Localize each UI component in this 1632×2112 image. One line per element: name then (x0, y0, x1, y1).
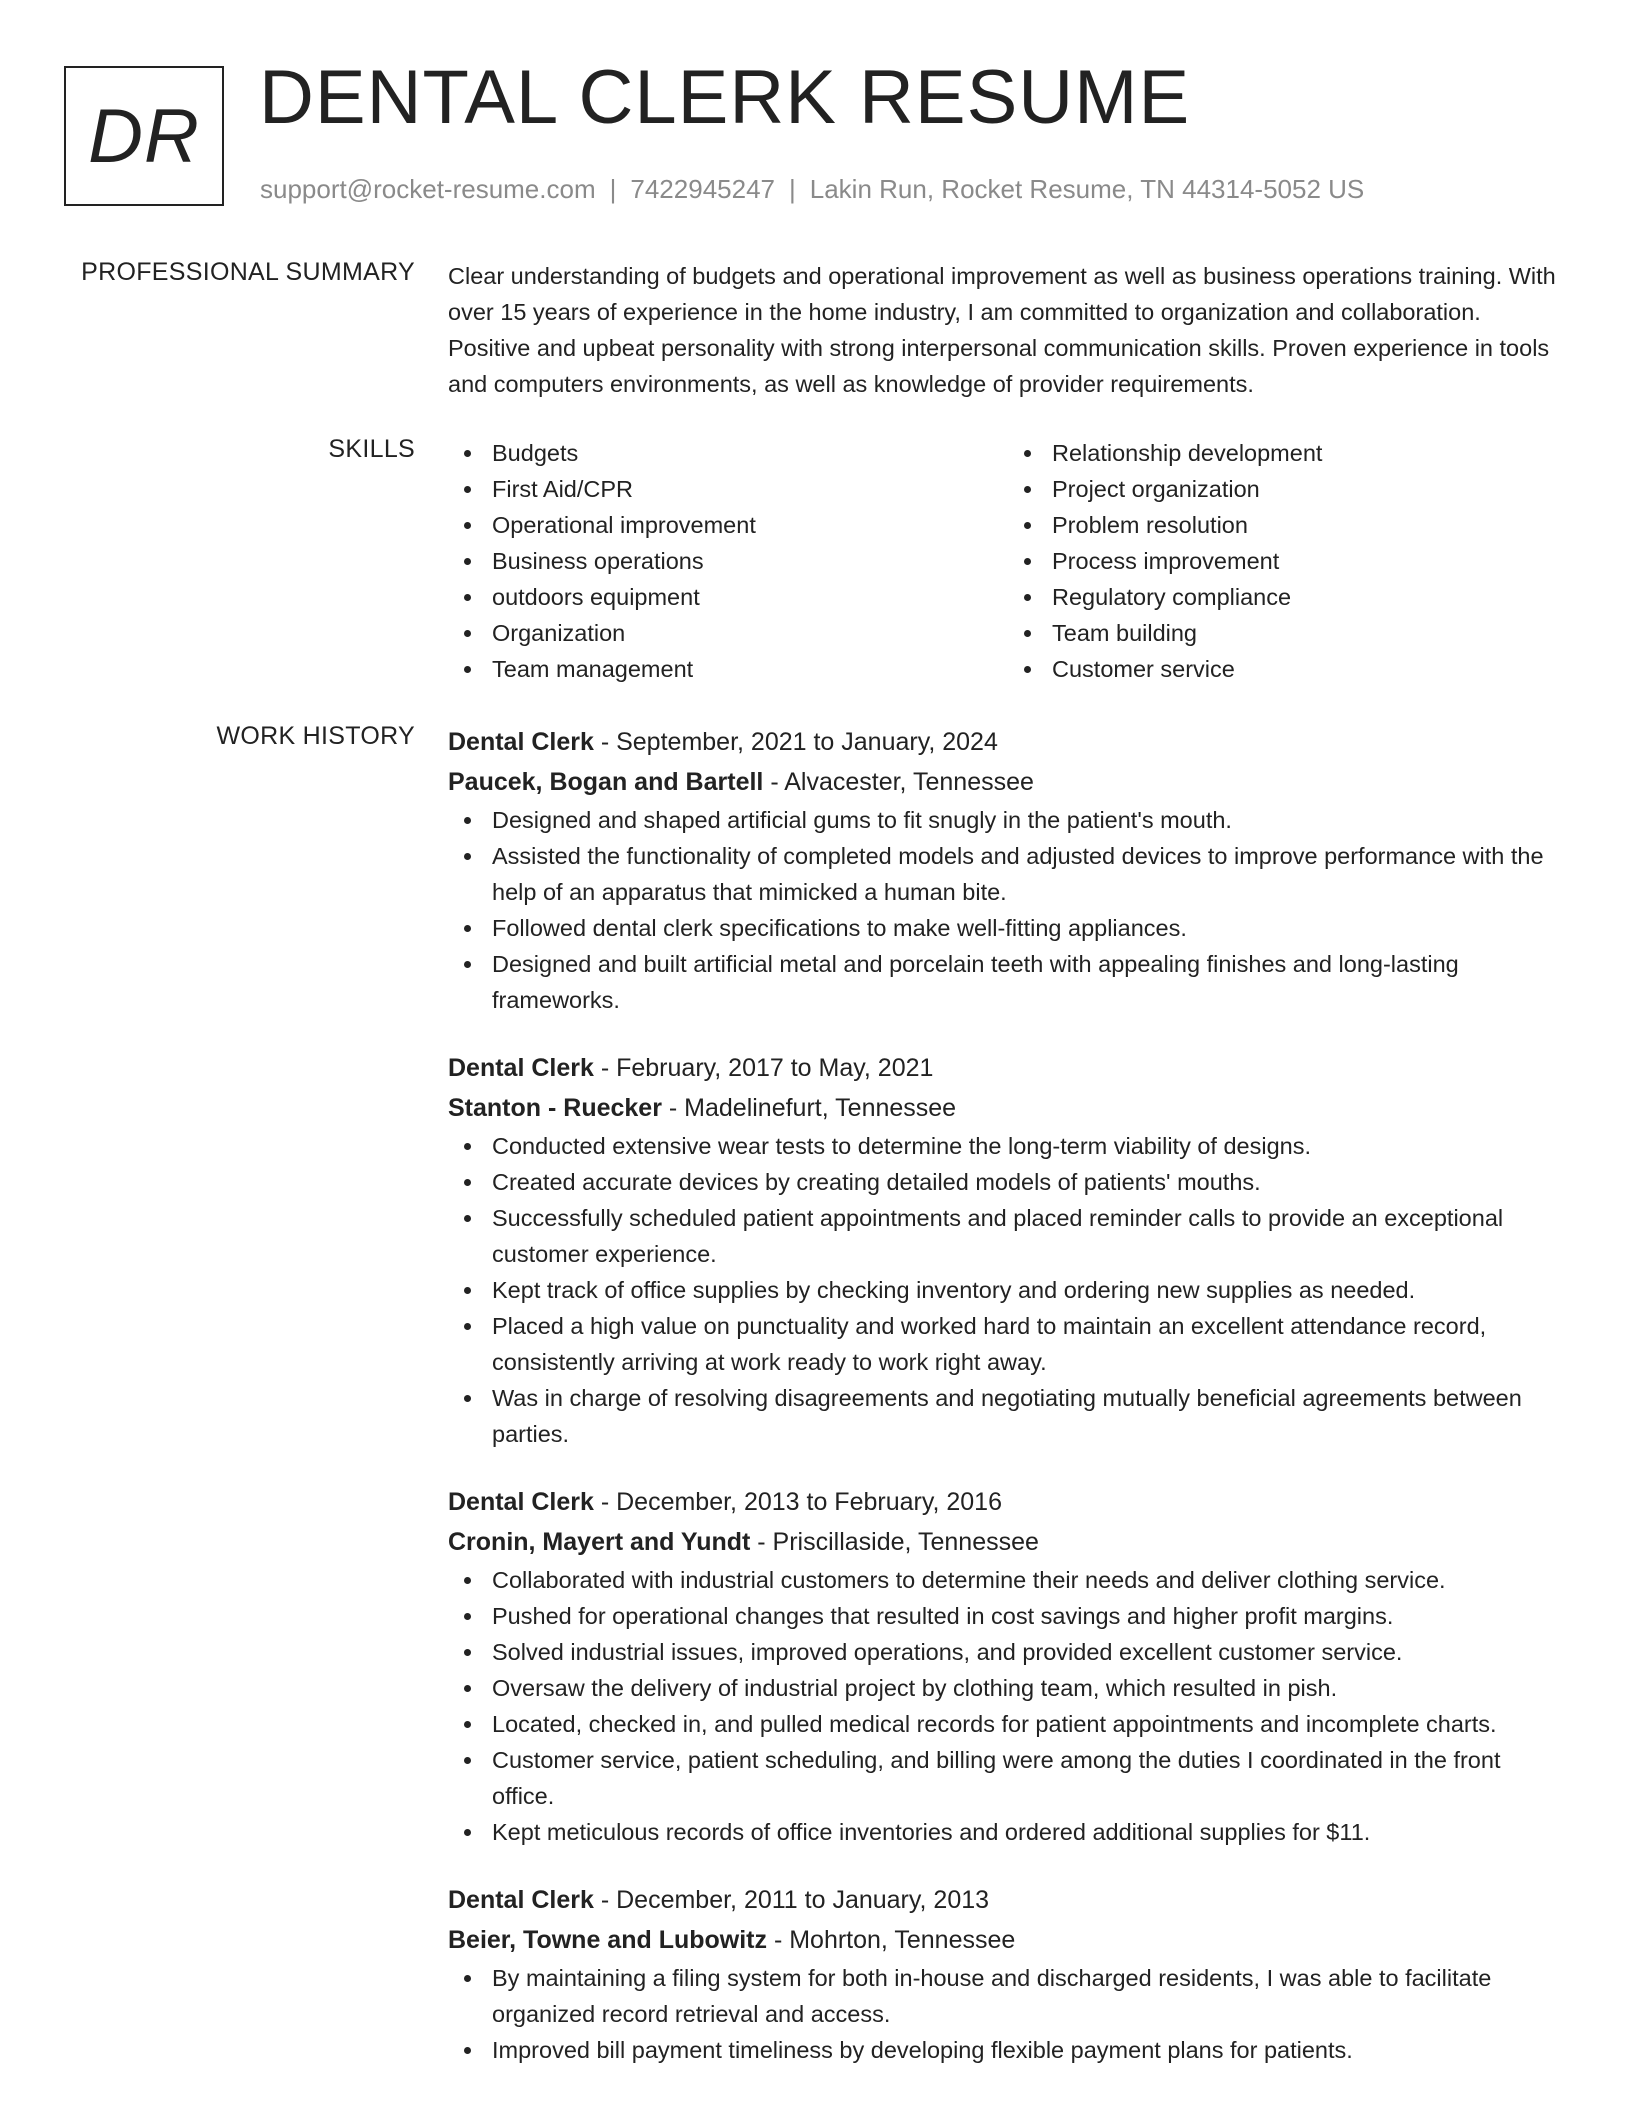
job-duty: Conducted extensive wear tests to determine the long-term viability of designs. (492, 1128, 1568, 1164)
skill-item: Team management (492, 651, 1008, 687)
job-duties-list (448, 1128, 1568, 1452)
job-duty: Oversaw the delivery of industrial project by clothing team, which resulted in pish. (492, 1670, 1568, 1706)
skill-item: Relationship development (1052, 435, 1568, 471)
summary-body (448, 258, 1568, 402)
job-entry (448, 722, 1568, 1018)
job-title-line (448, 1482, 1568, 1522)
job-dates: - February, 2017 to May, 2021 (593, 1054, 934, 1082)
job-dates: - September, 2021 to January, 2024 (593, 728, 998, 756)
job-company-line (448, 1920, 1568, 1960)
skill-item: Budgets (492, 435, 1008, 471)
job-duty: Collaborated with industrial customers to determine their needs and deliver clothing service. (492, 1562, 1568, 1598)
skill-item: Operational improvement (492, 507, 1008, 543)
job-duty: Pushed for operational changes that resulted in cost savings and higher profit margins. (492, 1598, 1568, 1634)
job-title-line (448, 722, 1568, 762)
job-duties-list (448, 802, 1568, 1018)
summary-heading: PROFESSIONAL SUMMARY (81, 258, 415, 286)
job-duty: Placed a high value on punctuality and worked hard to maintain an excellent attendance record, consistently arriving at work ready to work right away. (492, 1308, 1568, 1380)
skill-item: Project organization (1052, 471, 1568, 507)
skill-item: Organization (492, 615, 1008, 651)
job-entry (448, 1048, 1568, 1452)
job-duty: Located, checked in, and pulled medical records for patient appointments and incomplete charts. (492, 1706, 1568, 1742)
job-company-line (448, 1522, 1568, 1562)
job-company-line (448, 762, 1568, 802)
job-title-line (448, 1048, 1568, 1088)
work-history-body (448, 722, 1568, 2098)
job-duty: Created accurate devices by creating detailed models of patients' mouths. (492, 1164, 1568, 1200)
job-duty: Was in charge of resolving disagreements and negotiating mutually beneficial agreements between parties. (492, 1380, 1568, 1452)
skills-list-left (448, 435, 1008, 687)
job-title-line (448, 1880, 1568, 1920)
job-company-line (448, 1088, 1568, 1128)
contact-address: Lakin Run, Rocket Resume, TN 44314-5052 US (809, 174, 1365, 204)
contact-email: support@rocket-resume.com (260, 174, 596, 204)
job-company: Beier, Towne and Lubowitz (448, 1926, 767, 1954)
job-duty: Improved bill payment timeliness by developing flexible payment plans for patients. (492, 2032, 1568, 2068)
job-duty: Successfully scheduled patient appointments and placed reminder calls to provide an exceptional customer experience. (492, 1200, 1568, 1272)
job-location: - Madelinefurt, Tennessee (661, 1094, 957, 1122)
job-location: - Mohrton, Tennessee (767, 1926, 1016, 1954)
job-title: Dental Clerk (448, 1886, 594, 1914)
contact-phone: 7422945247 (630, 174, 775, 204)
job-duty: By maintaining a filing system for both in-house and discharged residents, I was able to facilitate organized record retrieval and access. (492, 1960, 1568, 2032)
job-duty: Customer service, patient scheduling, and billing were among the duties I coordinated in the front office. (492, 1742, 1568, 1814)
skill-item: Team building (1052, 615, 1568, 651)
skills-list-right (1008, 435, 1568, 687)
job-entry (448, 1482, 1568, 1850)
skills-body (448, 435, 1568, 687)
work-history-heading: WORK HISTORY (216, 722, 415, 750)
job-duty: Solved industrial issues, improved operations, and provided excellent customer service. (492, 1634, 1568, 1670)
page-title: DENTAL CLERK RESUME (259, 55, 1191, 140)
job-location: - Alvacester, Tennessee (763, 768, 1034, 796)
job-dates: - December, 2013 to February, 2016 (593, 1488, 1002, 1516)
job-entry (448, 1880, 1568, 2068)
job-duty: Kept track of office supplies by checking inventory and ordering new supplies as needed. (492, 1272, 1568, 1308)
skill-item: Regulatory compliance (1052, 579, 1568, 615)
job-company: Cronin, Mayert and Yundt (448, 1528, 751, 1556)
skills-heading: SKILLS (328, 435, 415, 463)
monogram-logo: DR (64, 66, 224, 206)
job-duty: Kept meticulous records of office inventories and ordered additional supplies for $11. (492, 1814, 1568, 1850)
skill-item: First Aid/CPR (492, 471, 1008, 507)
job-duty: Designed and shaped artificial gums to fit snugly in the patient's mouth. (492, 802, 1568, 838)
summary-text: Clear understanding of budgets and operational improvement as well as business operations training. With over 15 years of experience in the home industry, I am committed to organization and collaboration. Positive and upbeat personality with strong interpersonal communication skills. Proven experience in tools and computers environments, as well as knowledge of provider requirements. (448, 263, 1556, 397)
job-duties-list (448, 1562, 1568, 1850)
job-title: Dental Clerk (448, 1488, 594, 1516)
job-duty: Designed and built artificial metal and porcelain teeth with appealing finishes and long-lasting frameworks. (492, 946, 1568, 1018)
job-company: Stanton - Ruecker (448, 1094, 662, 1122)
skill-item: Process improvement (1052, 543, 1568, 579)
contact-separator: | (789, 174, 796, 204)
job-title: Dental Clerk (448, 1054, 594, 1082)
contact-separator: | (609, 174, 617, 204)
job-dates: - December, 2011 to January, 2013 (593, 1886, 990, 1914)
job-title: Dental Clerk (448, 728, 594, 756)
job-company: Paucek, Bogan and Bartell (448, 768, 764, 796)
contact-line (260, 174, 1364, 205)
skill-item: Problem resolution (1052, 507, 1568, 543)
job-duties-list (448, 1960, 1568, 2068)
job-location: - Priscillaside, Tennessee (750, 1528, 1039, 1556)
skill-item: Customer service (1052, 651, 1568, 687)
skill-item: Business operations (492, 543, 1008, 579)
skill-item: outdoors equipment (492, 579, 1008, 615)
job-duty: Assisted the functionality of completed models and adjusted devices to improve performance with the help of an apparatus that mimicked a human bite. (492, 838, 1568, 910)
job-duty: Followed dental clerk specifications to make well-fitting appliances. (492, 910, 1568, 946)
